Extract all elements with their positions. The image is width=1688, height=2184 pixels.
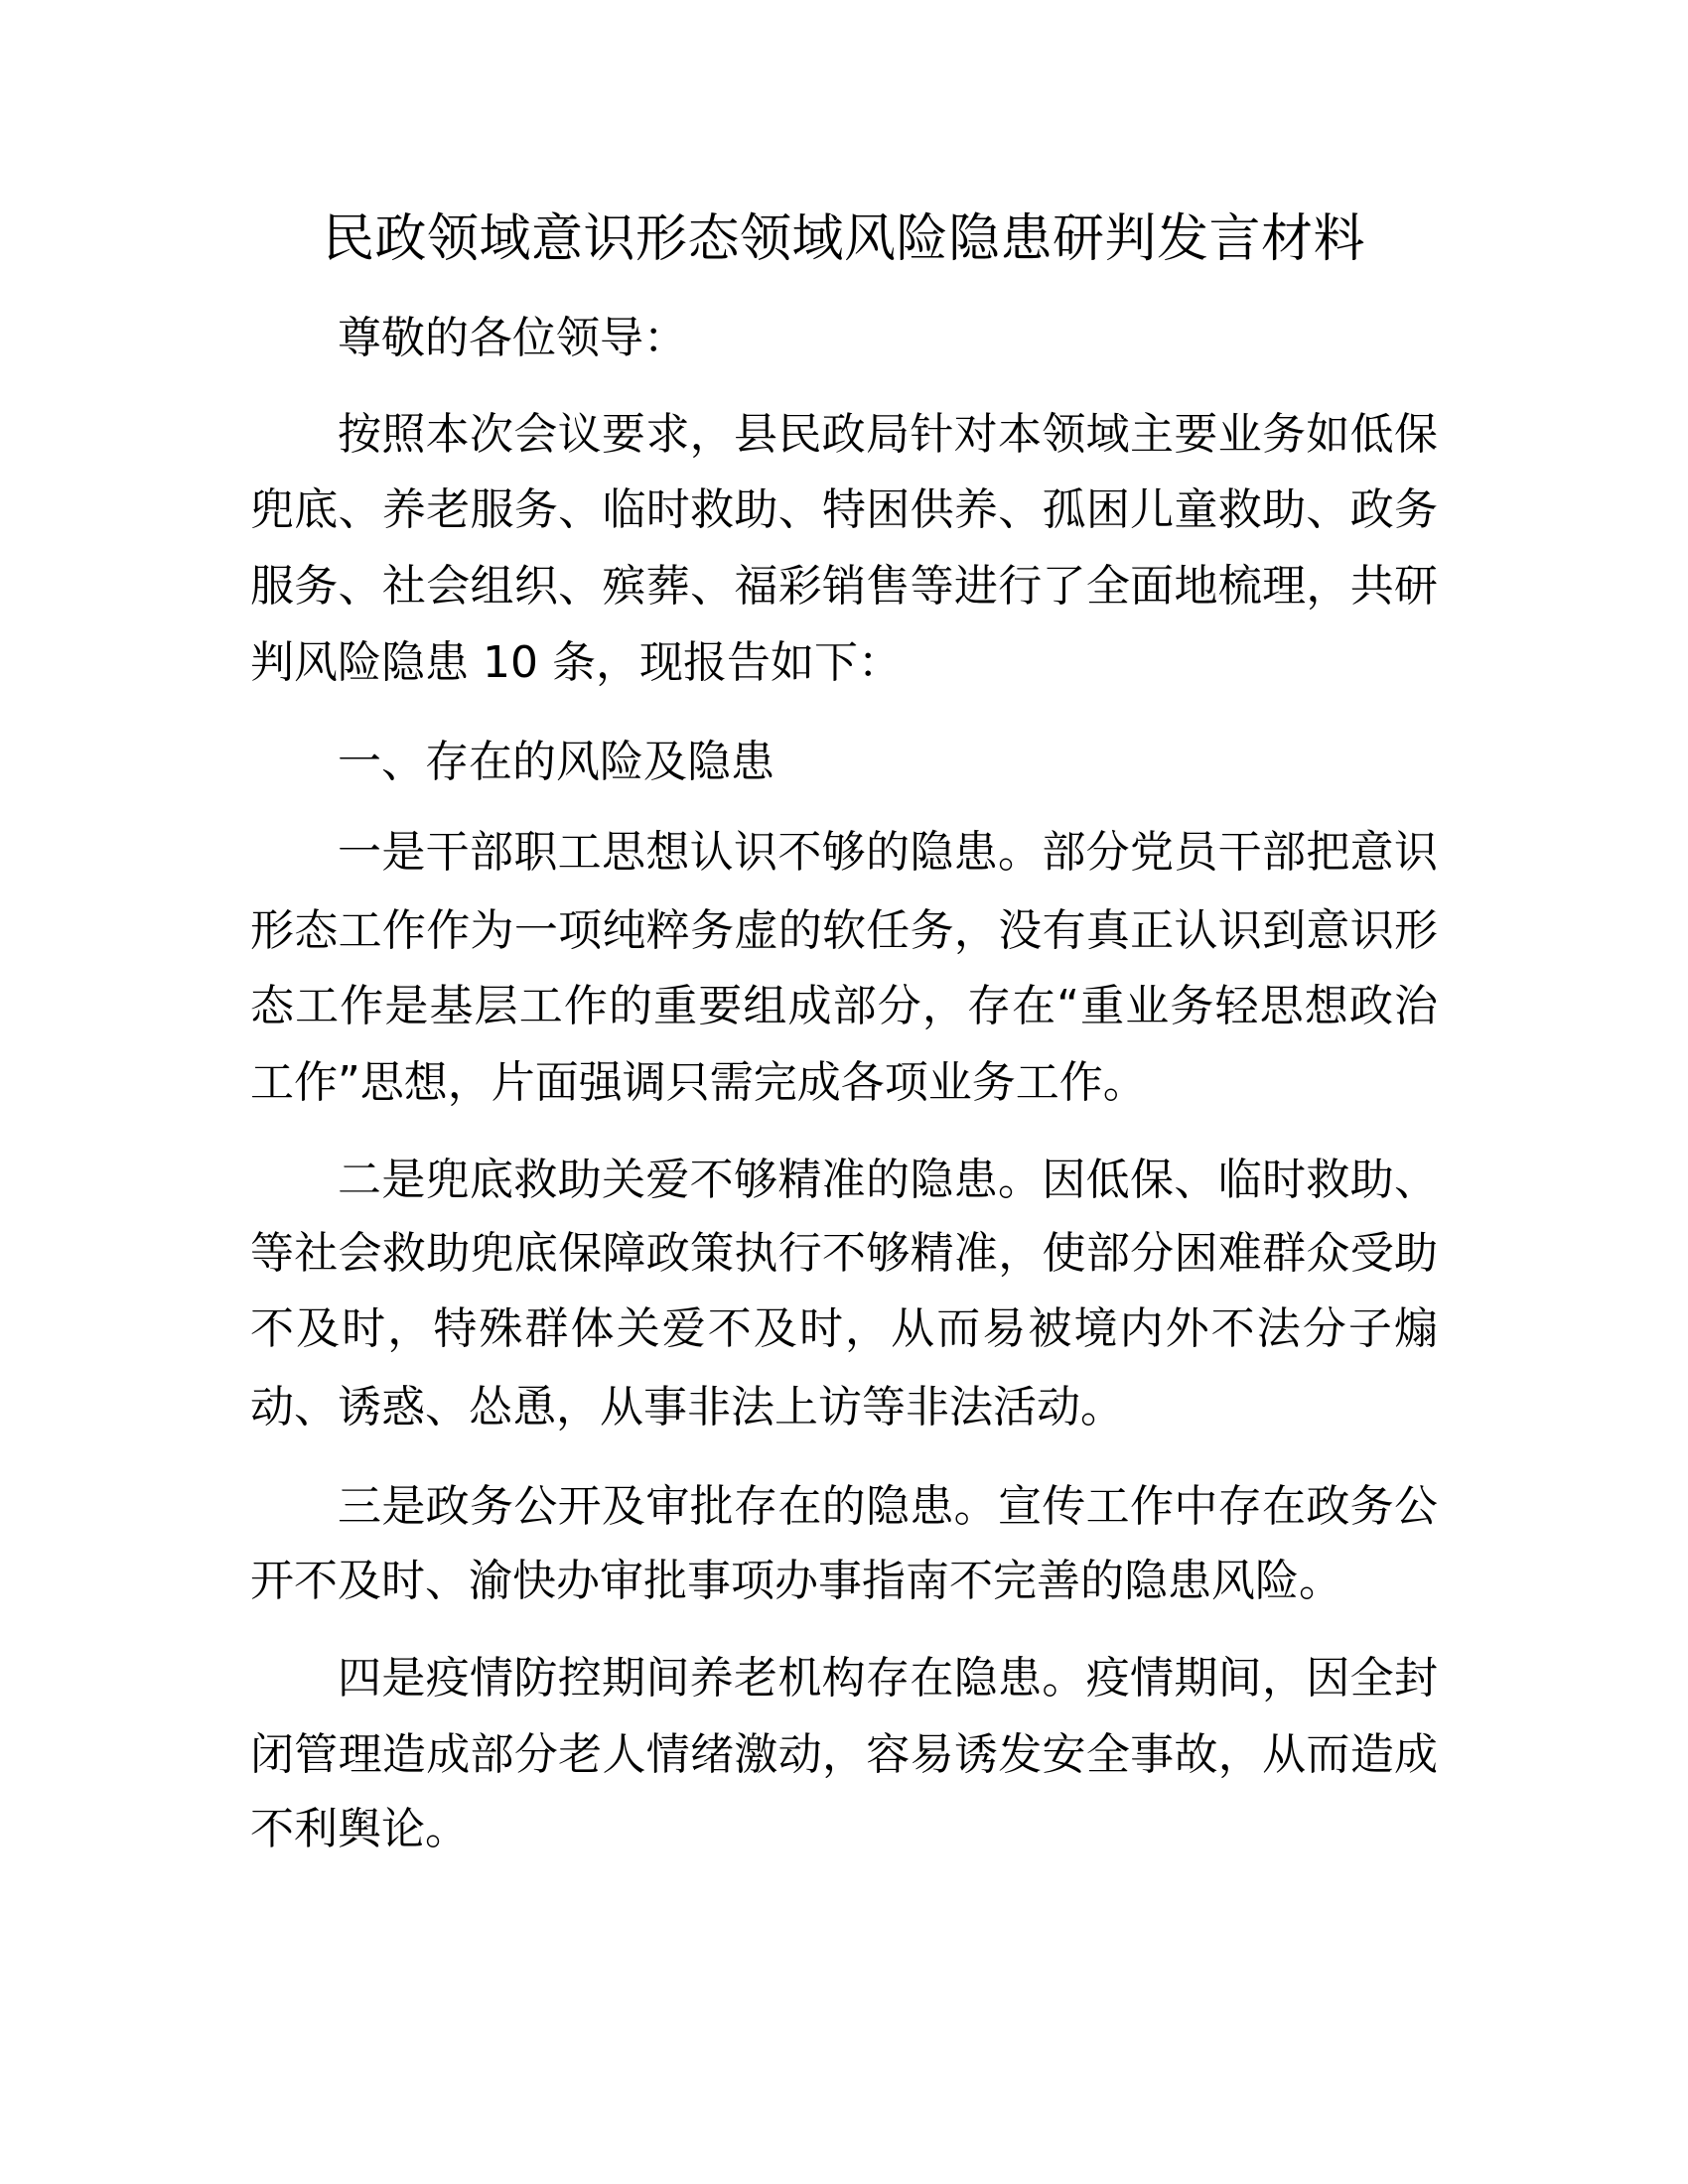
paragraph-line: 判风险隐患 10 条，现报告如下： xyxy=(250,637,902,688)
paragraph-line: 开不及时、渝快办审批事项办事指南不完善的隐患风险。 xyxy=(250,1556,1342,1606)
paragraph-line: 工作”思想，片面强调只需完成各项业务工作。 xyxy=(250,1057,1147,1108)
paragraph-line: 三是政务公开及审批存在的隐患。宣传工作中存在政务公 xyxy=(338,1481,1438,1532)
paragraph-line: 服务、社会组织、殡葬、福彩销售等进行了全面地梳理，共研 xyxy=(250,561,1438,612)
document-title: 民政领域意识形态领域风险隐患研判发言材料 xyxy=(322,209,1365,269)
paragraph-line: 闭管理造成部分老人情绪激动，容易诱发安全事故，从而造成 xyxy=(250,1729,1438,1780)
paragraph-line: 按照本次会议要求，县民政局针对本领域主要业务如低保 xyxy=(338,409,1438,460)
salutation: 尊敬的各位领导： xyxy=(338,313,687,363)
paragraph-line: 等社会救助兜底保障政策执行不够精准，使部分困难群众受助 xyxy=(250,1228,1438,1279)
paragraph-line: 四是疫情防控期间养老机构存在隐患。疫情期间，因全封 xyxy=(338,1653,1438,1704)
paragraph-line: 不利舆论。 xyxy=(250,1804,469,1854)
paragraph-line: 兜底、养老服务、临时救助、特困供养、孤困儿童救助、政务 xyxy=(250,484,1438,535)
paragraph-line: 动、诱惑、怂恿，从事非法上访等非法活动。 xyxy=(250,1382,1124,1433)
paragraph-line: 形态工作作为一项纯粹务虚的软任务，没有真正认识到意识形 xyxy=(250,905,1438,956)
section-heading: 一、存在的风险及隐患 xyxy=(338,737,774,787)
paragraph-line: 态工作是基层工作的重要组成部分，存在“重业务轻思想政治 xyxy=(250,981,1438,1031)
paragraph-line: 不及时，特殊群体关爱不及时，从而易被境内外不法分子煽 xyxy=(250,1303,1438,1354)
paragraph-line: 一是干部职工思想认识不够的隐患。部分党员干部把意识 xyxy=(338,827,1438,878)
paragraph-line: 二是兜底救助关爱不够精准的隐患。因低保、临时救助、 xyxy=(338,1155,1438,1205)
